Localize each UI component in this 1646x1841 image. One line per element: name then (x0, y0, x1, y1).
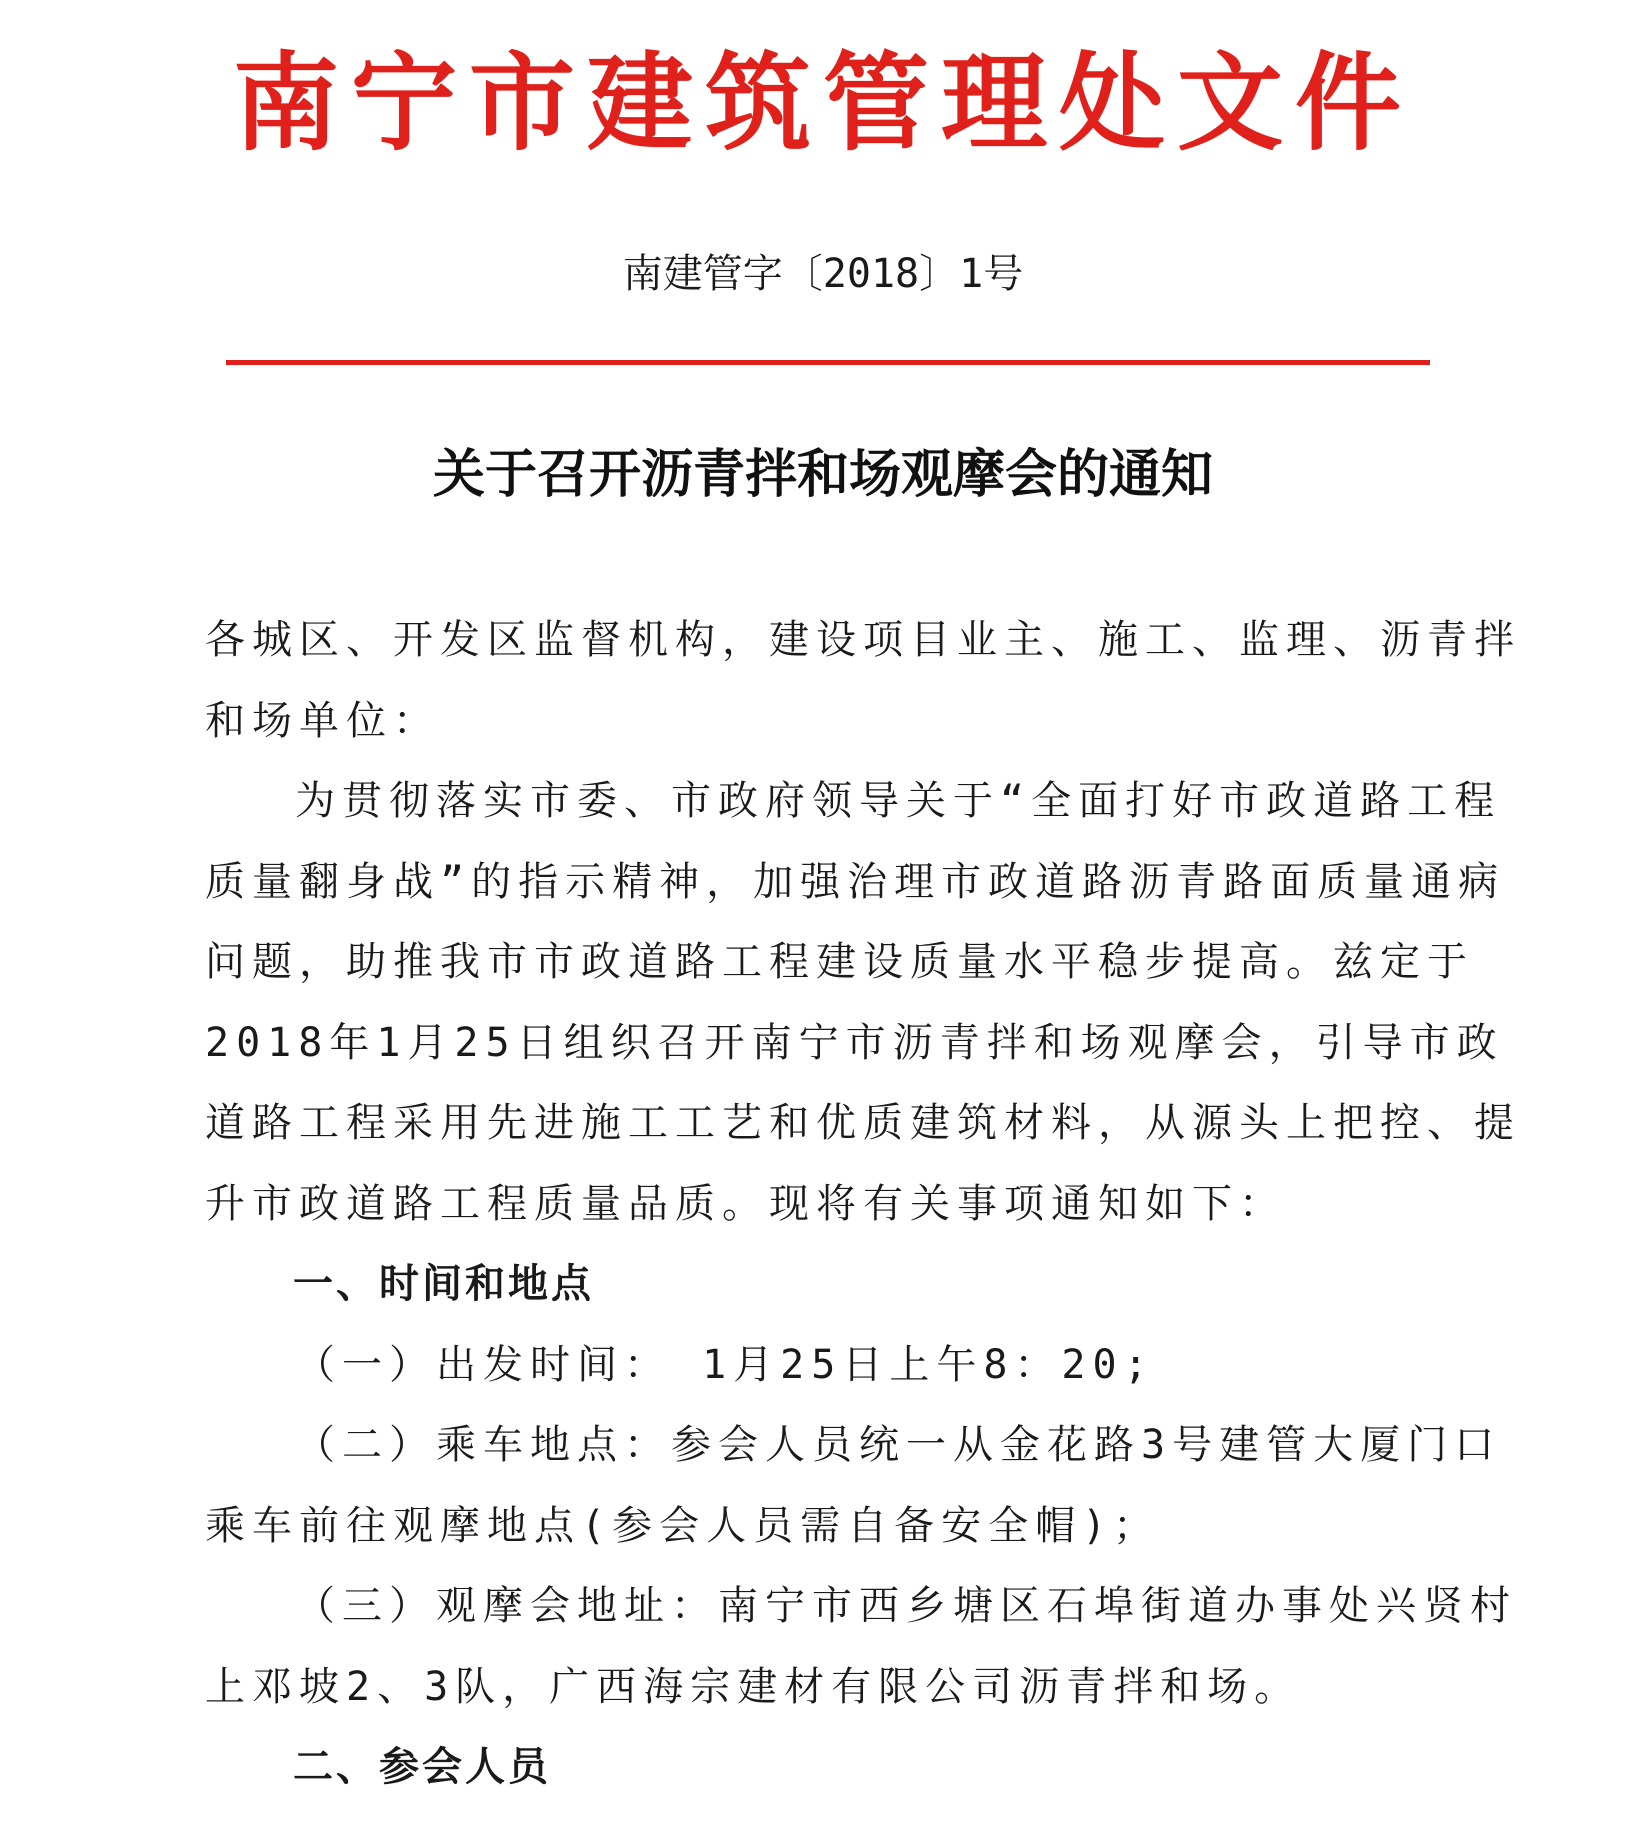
paragraph-line: 问题，助推我市市政道路工程建设质量水平稳步提高。兹定于 (205, 939, 1474, 985)
list-item: （一）出发时间： 1月25日上午8：20; (295, 1341, 1155, 1388)
paragraph-line: 道路工程采用先进施工工艺和优质建筑材料，从源头上把控、提 (205, 1100, 1521, 1146)
paragraph-line: 2018年1月25日组织召开南宁市沥青拌和场观摩会，引导市政 (205, 1019, 1504, 1066)
document-number: 南建管字〔2018〕1号 (622, 251, 1024, 297)
notice-body (205, 600, 1521, 1808)
section-heading: 二、参会人员 (293, 1744, 551, 1790)
red-divider-line (226, 360, 1430, 365)
list-item: （三）观摩会地址：南宁市西乡塘区石埠街道办事处兴贤村 (295, 1583, 1517, 1629)
paragraph-line: 为贯彻落实市委、市政府领导关于“全面打好市政道路工程 (295, 778, 1502, 824)
list-item: （二）乘车地点：参会人员统一从金花路3号建管大厦门口 (295, 1422, 1502, 1468)
notice-title: 关于召开沥青拌和场观摩会的通知 (432, 445, 1213, 505)
list-item-continuation: 乘车前往观摩地点(参会人员需自备安全帽)； (205, 1502, 1161, 1549)
recipients-line: 和场单位： (205, 697, 440, 744)
list-item-continuation: 上邓坡2、3队，广西海宗建材有限公司沥青拌和场。 (205, 1663, 1302, 1710)
issuer-title: 南宁市建筑管理处文件 (233, 40, 1413, 165)
paragraph-line: 质量翻身战”的指示精神，加强治理市政道路沥青路面质量通病 (205, 858, 1506, 905)
recipients-line: 各城区、开发区监督机构，建设项目业主、施工、监理、沥青拌 (205, 617, 1521, 663)
section-heading: 一、时间和地点 (293, 1261, 594, 1307)
paragraph-line: 升市政道路工程质量品质。现将有关事项通知如下： (205, 1180, 1286, 1227)
